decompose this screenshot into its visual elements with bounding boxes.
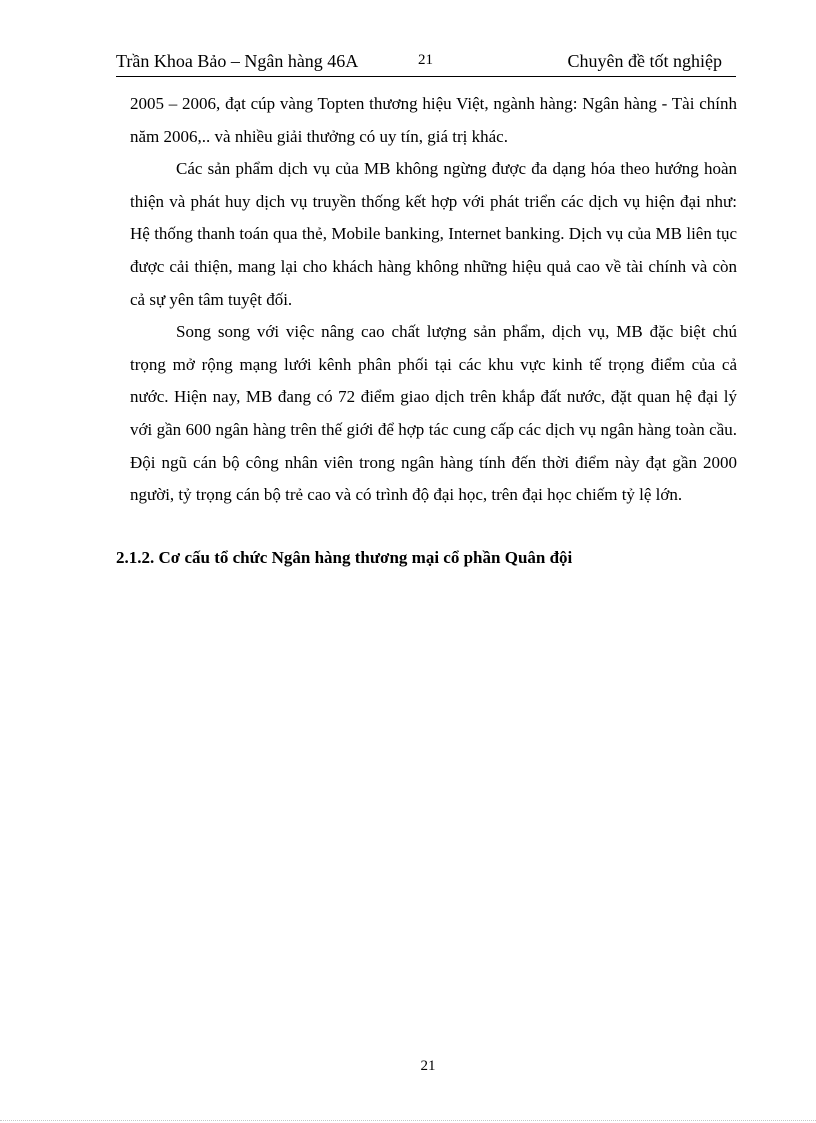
- paragraph-awards: 2005 – 2006, đạt cúp vàng Topten thương hiệu Việt, ngành hàng: Ngân hàng - Tài chính năm 2006,.. và nhiều giải thưởng có uy tín, giá trị khác.: [130, 94, 737, 146]
- header-page-number: 21: [418, 52, 433, 68]
- paragraph-services: Các sản phẩm dịch vụ của MB không ngừng được đa dạng hóa theo hướng hoàn thiện và phát huy dịch vụ truyền thống kết hợp với phát triển các dịch vụ hiện đại như: Hệ thống thanh toán qua thẻ, Mobile banking, Internet banking. Dịch vụ của MB liên tục được cải thiện, mang lại cho khách hàng không những hiệu quả cao về tài chính và còn cả sự yên tâm tuyệt đối.: [130, 159, 737, 309]
- body-text: [130, 88, 737, 512]
- page-bottom-edge: [0, 1120, 816, 1121]
- section-heading: 2.1.2. Cơ cấu tổ chức Ngân hàng thương mại cổ phần Quân đội: [116, 548, 573, 567]
- header-author: Trần Khoa Bảo – Ngân hàng 46A: [116, 51, 359, 71]
- paragraph-network: Song song với việc nâng cao chất lượng sản phẩm, dịch vụ, MB đặc biệt chú trọng mở rộng mạng lưới kênh phân phối tại các khu vực kinh tế trọng điểm của cả nước. Hiện nay, MB đang có 72 điểm giao dịch trên khắp đất nước, đặt quan hệ đại lý với gần 600 ngân hàng trên thế giới để hợp tác cung cấp các dịch vụ ngân hàng toàn cầu. Đội ngũ cán bộ công nhân viên trong ngân hàng tính đến thời điểm này đạt gần 2000 người, tỷ trọng cán bộ trẻ cao và có trình độ đại học, trên đại học chiếm tỷ lệ lớn.: [130, 322, 737, 505]
- header-document-type: Chuyên đề tốt nghiệp: [567, 51, 722, 71]
- footer-page-number: 21: [420, 1058, 436, 1074]
- page-header: [116, 48, 736, 74]
- header-divider: [116, 76, 736, 77]
